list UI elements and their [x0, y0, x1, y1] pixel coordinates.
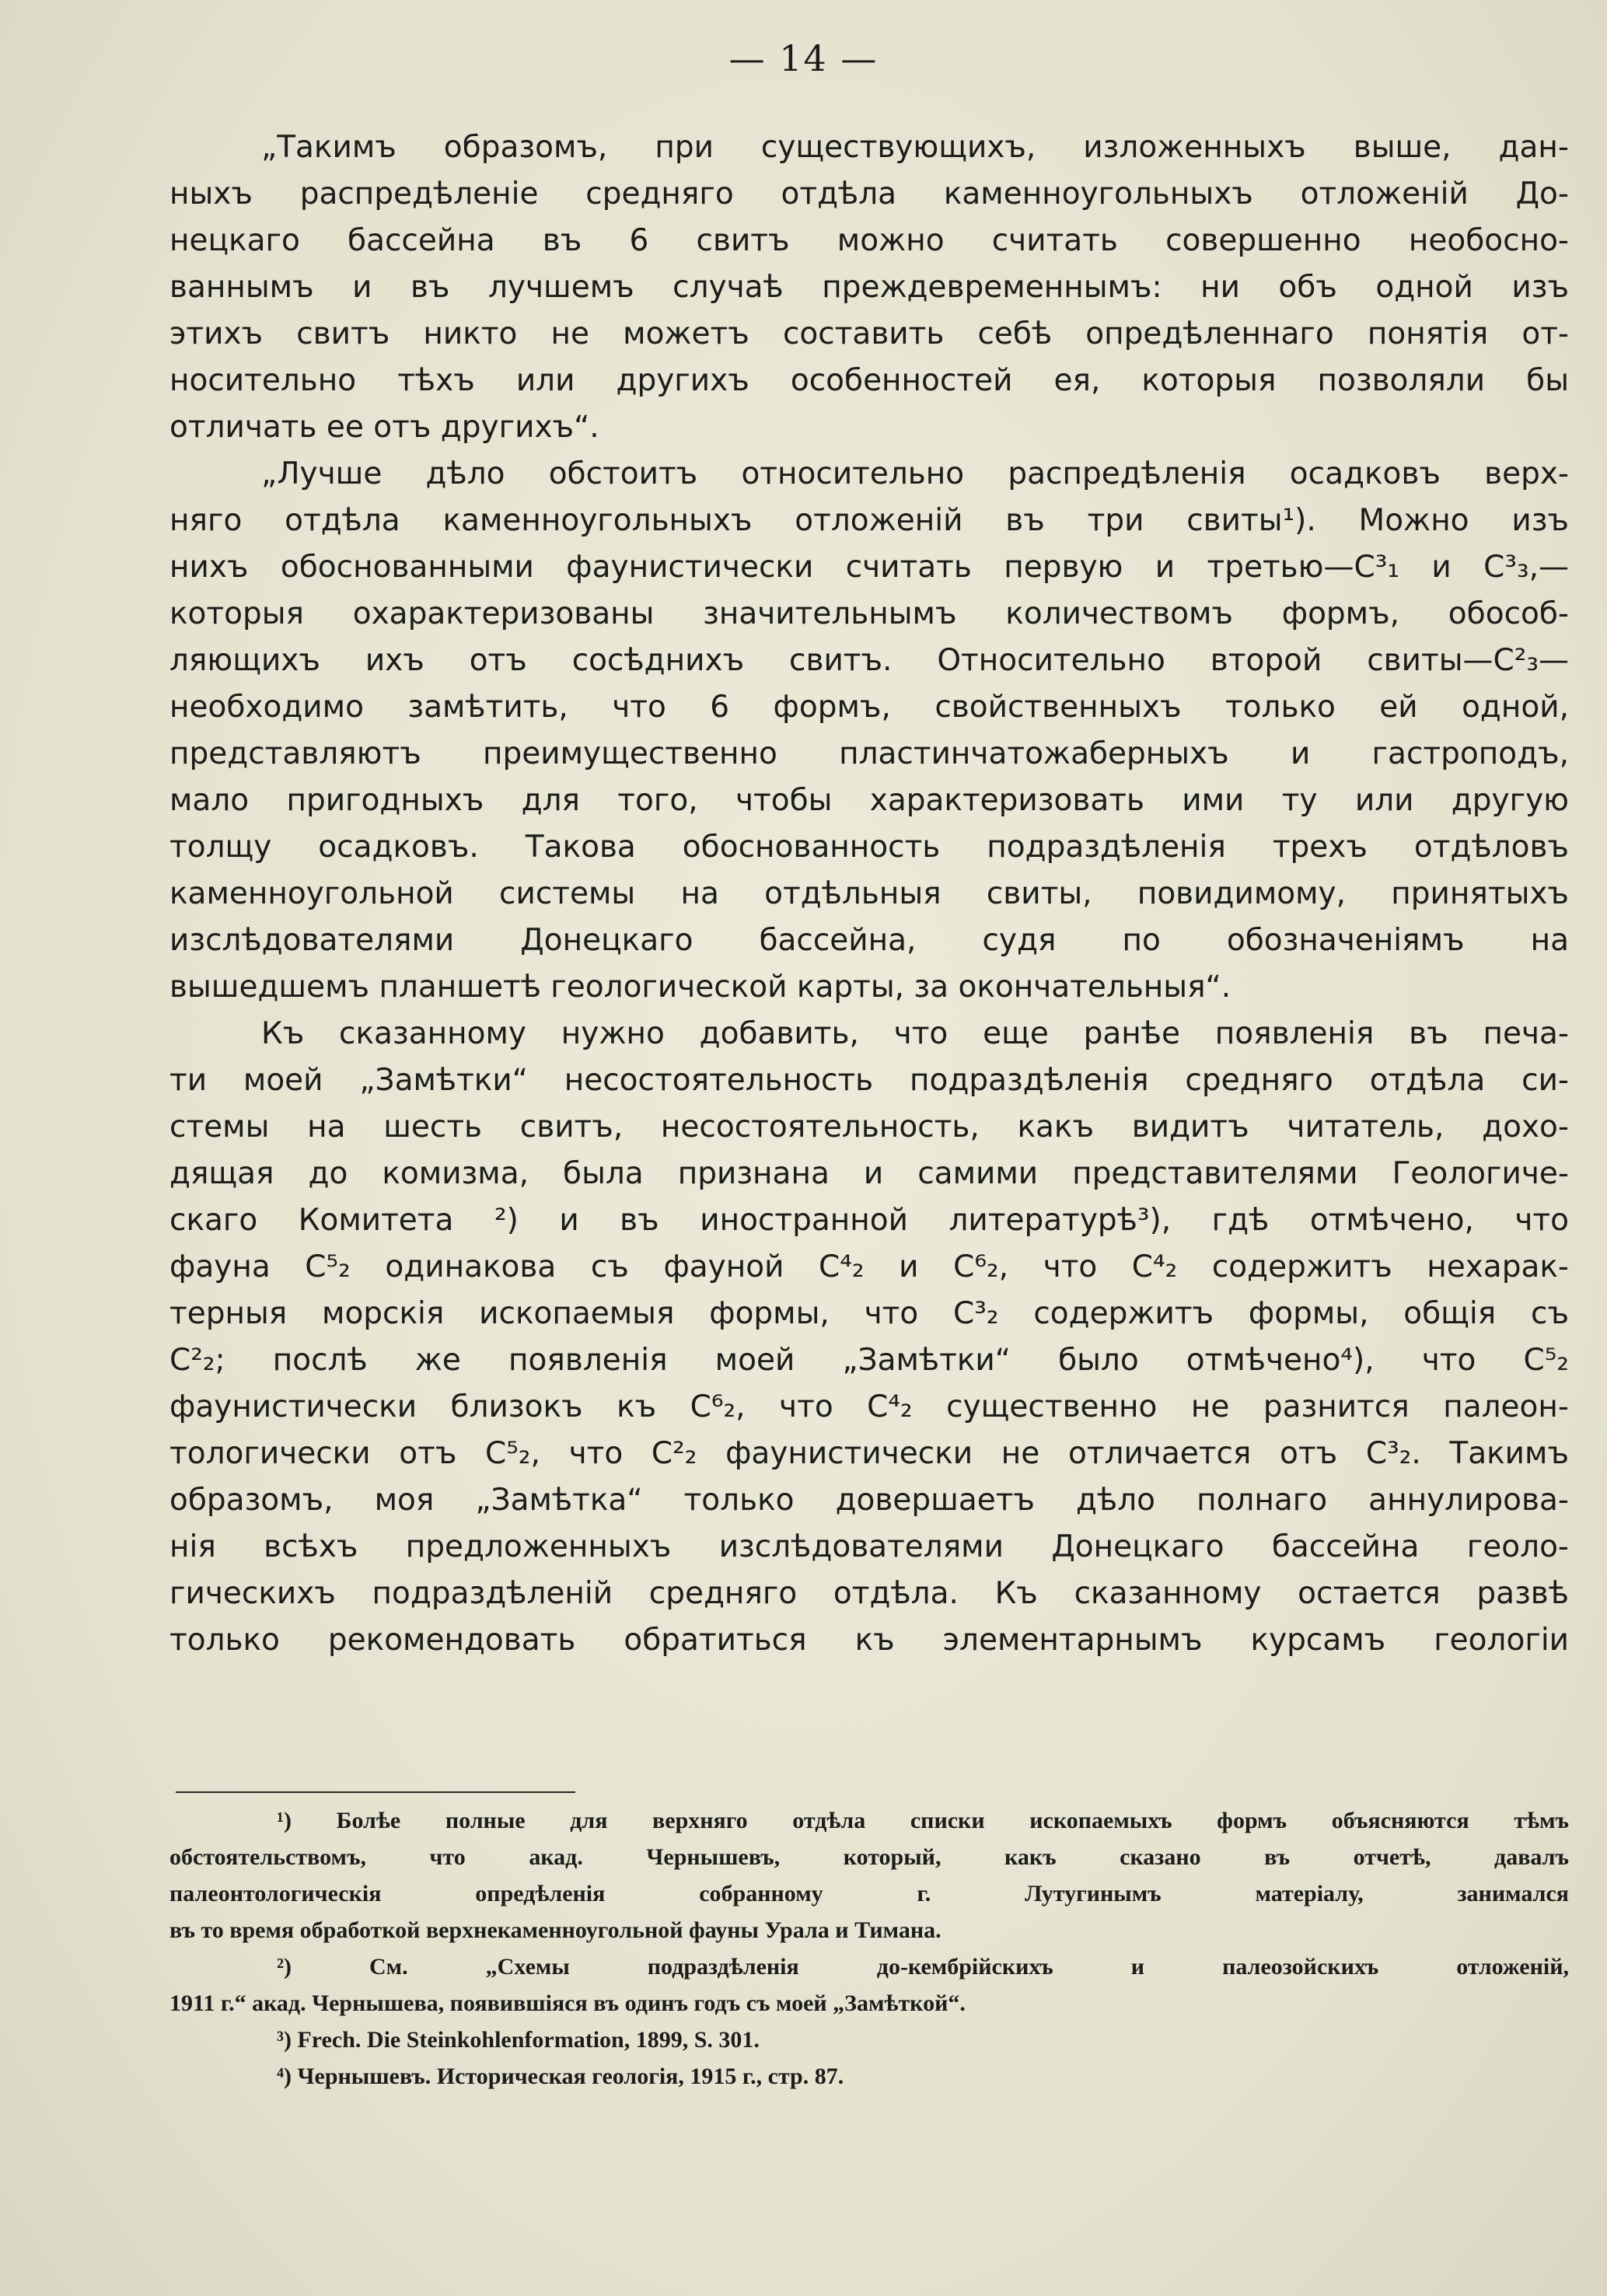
body-line: вышедшемъ планшетѣ геологической карты, за окончательныя“. — [169, 970, 1231, 1005]
footnote-line: ¹) Болѣе полные для верхняго отдѣла списки ископаемыхъ формъ объясняются тѣмъ — [277, 1808, 1569, 1833]
body-line: скаго Комитета ²) и въ иностранной литературѣ³), гдѣ отмѣчено, что — [169, 1203, 1569, 1238]
body-line: толщу осадковъ. Такова обоснованность подраздѣленія трехъ отдѣловъ — [169, 830, 1569, 865]
footnote-line: палеонтологическія опредѣленія собранному г. Лутугинымъ матеріалу, занимался — [169, 1881, 1569, 1906]
body-line: дящая до комизма, была признана и самими представителями Геологиче- — [169, 1156, 1569, 1191]
page-number: — 14 — — [728, 37, 879, 79]
body-line: ваннымъ и въ лучшемъ случаѣ преждевременнымъ: ни объ одной изъ — [169, 270, 1569, 305]
body-line: гическихъ подраздѣленій средняго отдѣла. Къ сказанному остается развѣ — [169, 1576, 1569, 1611]
footnotes — [169, 1802, 1569, 2095]
body-line: образомъ, моя „Замѣтка“ только довершаетъ дѣло полнаго аннулирова- — [169, 1483, 1569, 1518]
footnote-line: въ то время обработкой верхнекаменноугольной фауны Урала и Тимана. — [169, 1917, 941, 1943]
body-line: изслѣдователями Донецкаго бассейна, судя по обозначеніямъ на — [169, 923, 1569, 958]
body-line: нихъ обоснованными фаунистически считать первую и третью—C³₁ и C³₃,— — [169, 550, 1569, 585]
body-line: няго отдѣла каменноугольныхъ отложеній въ три свиты¹). Можно изъ — [169, 503, 1569, 538]
body-line: тологически отъ C⁵₂, что C²₂ фаунистически не отличается отъ C³₂. Такимъ — [169, 1436, 1569, 1471]
body-line: носительно тѣхъ или другихъ особенностей ея, которыя позволяли бы — [169, 363, 1569, 398]
body-line: „Такимъ образомъ, при существующихъ, изложенныхъ выше, дан- — [261, 130, 1569, 165]
body-line: ляющихъ ихъ отъ сосѣднихъ свитъ. Относительно второй свиты—C²₃— — [169, 643, 1569, 678]
body-line: терныя морскія ископаемыя формы, что C³₂ содержитъ формы, общія съ — [169, 1296, 1569, 1331]
body-line: представляютъ преимущественно пластинчатожаберныхъ и гастроподъ, — [169, 736, 1569, 771]
footnote-line: ⁴) Чернышевъ. Историческая геологія, 1915 г., стр. 87. — [277, 2064, 844, 2089]
footnote-line: обстоятельствомъ, что акад. Чернышевъ, который, какъ сказано въ отчетѣ, давалъ — [169, 1844, 1569, 1870]
body-line: мало пригодныхъ для того, чтобы характеризовать ими ту или другую — [169, 783, 1569, 818]
body-line: этихъ свитъ никто не можетъ составить себѣ опредѣленнаго понятія от- — [169, 316, 1569, 351]
body-line: фаунистически близокъ къ C⁶₂, что C⁴₂ существенно не разнится палеон- — [169, 1389, 1569, 1424]
body-line: стемы на шесть свитъ, несостоятельность, какъ видитъ читатель, дохо- — [169, 1110, 1569, 1145]
footnote-divider — [176, 1791, 575, 1793]
body-line: фауна C⁵₂ одинакова съ фауной C⁴₂ и C⁶₂, что C⁴₂ содержитъ нехарак- — [169, 1249, 1569, 1284]
body-line: которыя охарактеризованы значительнымъ количествомъ формъ, обособ- — [169, 596, 1569, 631]
body-line: только рекомендовать обратиться къ элементарнымъ курсамъ геологіи — [169, 1623, 1569, 1658]
body-line: нія всѣхъ предложенныхъ изслѣдователями Донецкаго бассейна геоло- — [169, 1529, 1569, 1564]
body-line: ныхъ распредѣленіе средняго отдѣла каменноугольныхъ отложеній До- — [169, 176, 1569, 211]
body-line: необходимо замѣтить, что 6 формъ, свойственныхъ только ей одной, — [169, 690, 1569, 725]
body-line: отличать ее отъ другихъ“. — [169, 410, 599, 445]
footnote-line: ³) Frech. Die Steinkohlenformation, 1899, S. 301. — [277, 2027, 760, 2053]
body-text — [169, 124, 1569, 1664]
footnote-line: 1911 г.“ акад. Чернышева, появившіяся въ одинъ годъ съ моей „Замѣткой“. — [169, 1990, 966, 2016]
body-line: „Лучше дѣло обстоитъ относительно распредѣленія осадковъ верх- — [261, 456, 1569, 491]
footnote-line: ²) См. „Схемы подраздѣленія до-кембрійскихъ и палеозойскихъ отложеній, — [277, 1954, 1569, 1980]
body-line: ти моей „Замѣтки“ несостоятельность подраздѣленія средняго отдѣла си- — [169, 1063, 1569, 1098]
body-line: C²₂; послѣ же появленія моей „Замѣтки“ было отмѣчено⁴), что C⁵₂ — [169, 1343, 1569, 1378]
body-line: Къ сказанному нужно добавить, что еще ранѣе появленія въ печа- — [261, 1016, 1569, 1051]
body-line: нецкаго бассейна въ 6 свитъ можно считать совершенно необосно- — [169, 223, 1569, 258]
body-line: каменноугольной системы на отдѣльныя свиты, повидимому, принятыхъ — [169, 876, 1569, 911]
